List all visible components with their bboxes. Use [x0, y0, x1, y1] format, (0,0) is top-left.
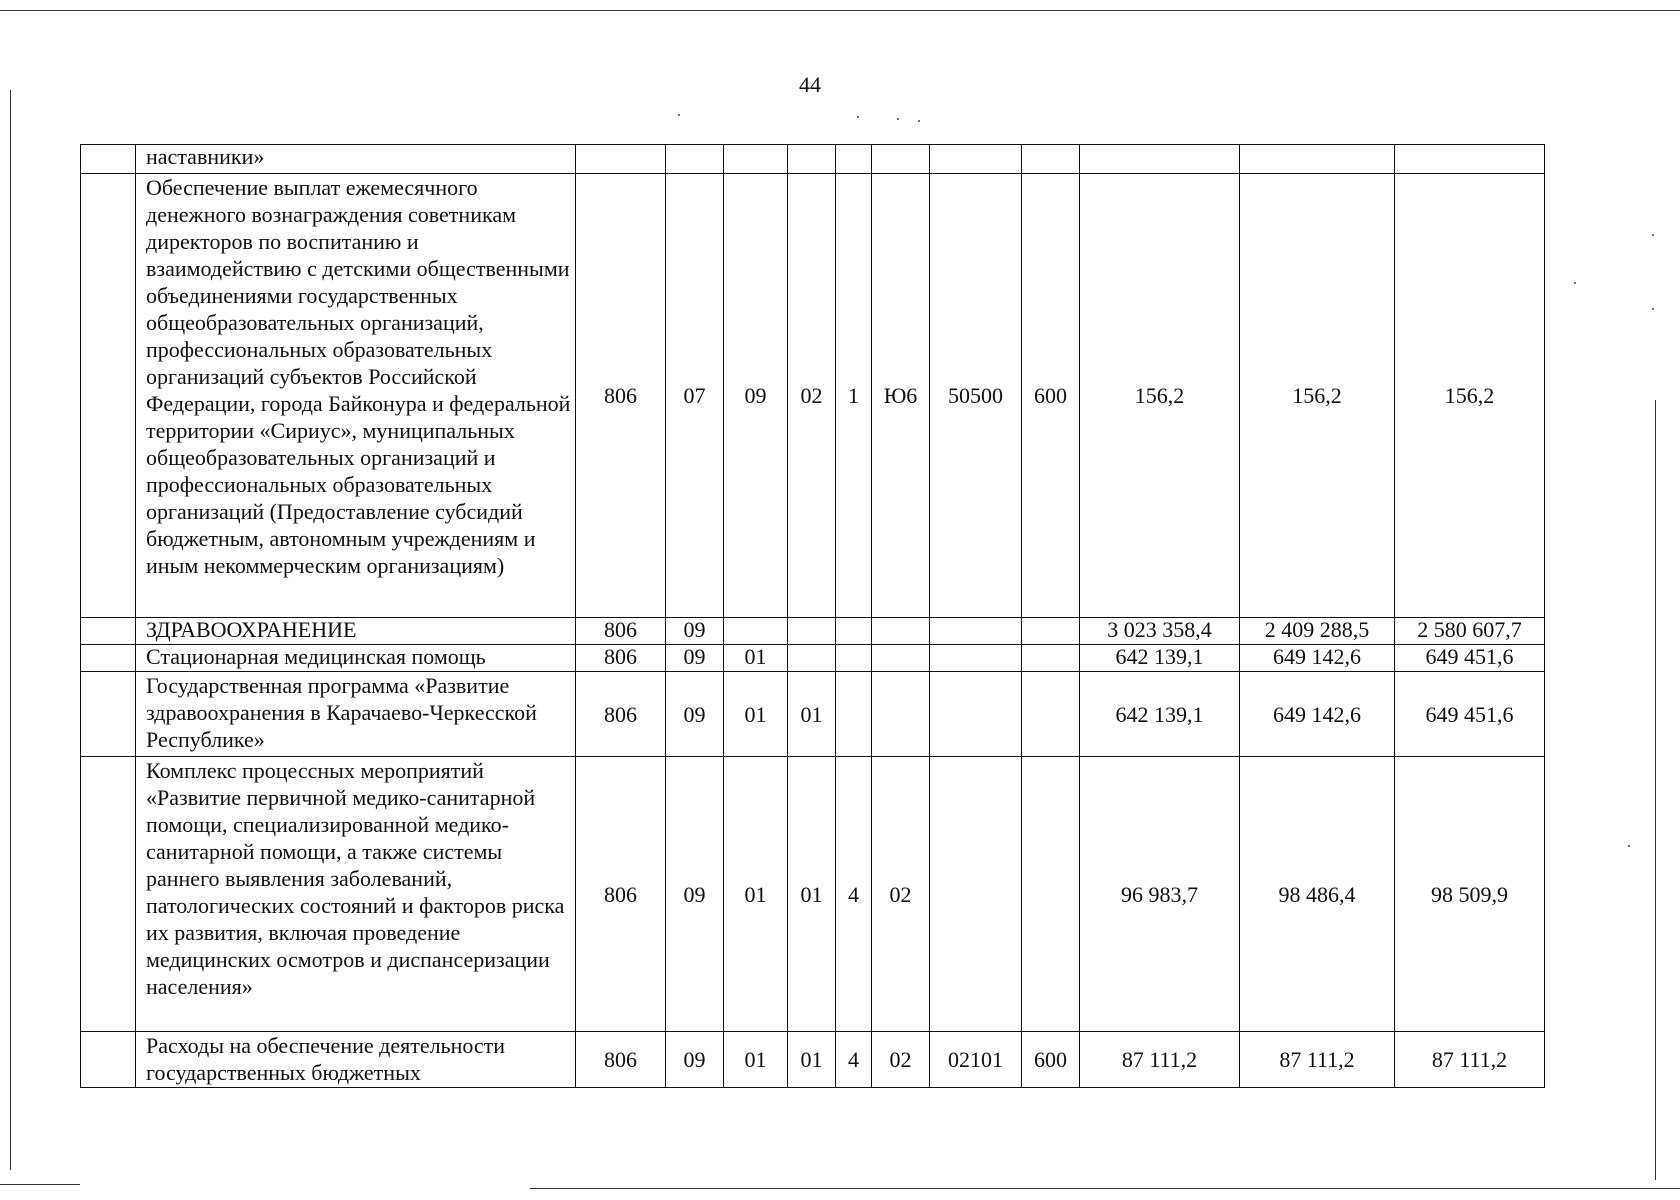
- code-subsection: [724, 145, 788, 174]
- code-ministry: 806: [576, 645, 666, 672]
- code-ministry: 806: [576, 1032, 666, 1088]
- code-structural: Ю6: [872, 174, 930, 618]
- amount-year-3: 649 451,6: [1395, 645, 1545, 672]
- code-direction: [930, 672, 1022, 757]
- code-program: [788, 145, 836, 174]
- row-marker-cell: [81, 174, 136, 618]
- row-name: Стационарная медицинская помощь: [136, 645, 576, 672]
- code-section: 09: [666, 645, 724, 672]
- row-name: Государственная программа «Развитие здравоохранения в Карачаево-Черкесской Республике»: [136, 672, 576, 757]
- row-marker-cell: [81, 145, 136, 174]
- code-structural: [872, 645, 930, 672]
- code-subsection: [724, 618, 788, 645]
- row-name: наставники»: [136, 145, 576, 174]
- code-structural: 02: [872, 1032, 930, 1088]
- scan-speck: [918, 120, 920, 122]
- code-structural: 02: [872, 757, 930, 1032]
- scan-speck: [678, 114, 680, 116]
- code-ministry: 806: [576, 757, 666, 1032]
- code-expense-type: [1022, 672, 1080, 757]
- code-expense-type: [1022, 145, 1080, 174]
- code-program: 01: [788, 672, 836, 757]
- code-subsection: 01: [724, 645, 788, 672]
- amount-year-1: [1080, 145, 1240, 174]
- row-marker-cell: [81, 672, 136, 757]
- code-section: 07: [666, 174, 724, 618]
- code-program: 01: [788, 757, 836, 1032]
- code-section: 09: [666, 1032, 724, 1088]
- scan-edge-bottom: [0, 1184, 80, 1185]
- amount-year-1: 642 139,1: [1080, 645, 1240, 672]
- amount-year-3: [1395, 145, 1545, 174]
- amount-year-3: 87 111,2: [1395, 1032, 1545, 1088]
- code-direction: 50500: [930, 174, 1022, 618]
- table-row: [81, 618, 1545, 645]
- code-ministry: 806: [576, 672, 666, 757]
- code-direction: [930, 757, 1022, 1032]
- code-ministry: [576, 145, 666, 174]
- code-direction: [930, 145, 1022, 174]
- code-section: 09: [666, 618, 724, 645]
- code-subsection: 01: [724, 1032, 788, 1088]
- row-marker-cell: [81, 618, 136, 645]
- amount-year-1: 642 139,1: [1080, 672, 1240, 757]
- scan-edge-left: [10, 90, 11, 1170]
- code-program: [788, 618, 836, 645]
- row-marker-cell: [81, 1032, 136, 1088]
- code-expense-type: [1022, 757, 1080, 1032]
- code-ministry: 806: [576, 618, 666, 645]
- scan-edge-right: [1655, 400, 1656, 1180]
- page-number: 44: [799, 72, 821, 97]
- table-row: [81, 645, 1545, 672]
- amount-year-2: 98 486,4: [1240, 757, 1395, 1032]
- row-name: Расходы на обеспечение деятельности государственных бюджетных: [136, 1032, 576, 1088]
- amount-year-3: 2 580 607,7: [1395, 618, 1545, 645]
- table-row: [81, 672, 1545, 757]
- code-type: 1: [836, 174, 872, 618]
- scan-speck: [897, 118, 899, 120]
- scan-edge-bottom-right: [530, 1188, 1680, 1189]
- code-type: 4: [836, 1032, 872, 1088]
- amount-year-2: 87 111,2: [1240, 1032, 1395, 1088]
- budget-table: [80, 144, 1545, 1088]
- code-subsection: 01: [724, 757, 788, 1032]
- scan-speck: [1574, 282, 1576, 284]
- code-structural: [872, 618, 930, 645]
- code-type: 4: [836, 757, 872, 1032]
- code-type: [836, 618, 872, 645]
- amount-year-3: 156,2: [1395, 174, 1545, 618]
- table-row: [81, 757, 1545, 1032]
- amount-year-2: 649 142,6: [1240, 672, 1395, 757]
- row-marker-cell: [81, 757, 136, 1032]
- code-expense-type: [1022, 645, 1080, 672]
- code-type: [836, 145, 872, 174]
- code-type: [836, 645, 872, 672]
- code-program: [788, 645, 836, 672]
- table-row: [81, 174, 1545, 618]
- code-section: 09: [666, 757, 724, 1032]
- row-name: Обеспечение выплат ежемесячного денежного вознаграждения советникам директоров по воспитанию и взаимодействию с детскими общественными объединениями государственных общеобразовательных организаций, профессиональных образовательных организаций субъектов Российской Федерации, города Байконура и федеральной территории «Сириус», муниципальных общеобразовательных организаций и профессиональных образовательных организаций (Предоставление субсидий бюджетным, автономным учреждениям и иным некоммерческим организациям): [136, 174, 576, 618]
- amount-year-1: 3 023 358,4: [1080, 618, 1240, 645]
- scan-speck: [1652, 234, 1654, 236]
- scan-speck: [1652, 308, 1654, 310]
- amount-year-1: 87 111,2: [1080, 1032, 1240, 1088]
- code-program: 02: [788, 174, 836, 618]
- scan-speck: [857, 116, 859, 118]
- code-expense-type: 600: [1022, 1032, 1080, 1088]
- code-structural: [872, 672, 930, 757]
- code-program: 01: [788, 1032, 836, 1088]
- amount-year-1: 96 983,7: [1080, 757, 1240, 1032]
- code-expense-type: 600: [1022, 174, 1080, 618]
- table-row: [81, 1032, 1545, 1088]
- amount-year-3: 649 451,6: [1395, 672, 1545, 757]
- code-section: 09: [666, 672, 724, 757]
- code-ministry: 806: [576, 174, 666, 618]
- amount-year-2: 156,2: [1240, 174, 1395, 618]
- code-subsection: 01: [724, 672, 788, 757]
- table-row: [81, 145, 1545, 174]
- row-name: Комплекс процессных мероприятий «Развитие первичной медико-санитарной помощи, специализированной медико-санитарной помощи, а также системы раннего выявления заболеваний, патологических состояний и факторов риска их развития, включая проведение медицинских осмотров и диспансеризации населения»: [136, 757, 576, 1032]
- amount-year-3: 98 509,9: [1395, 757, 1545, 1032]
- code-section: [666, 145, 724, 174]
- code-direction: [930, 618, 1022, 645]
- amount-year-2: 649 142,6: [1240, 645, 1395, 672]
- code-expense-type: [1022, 618, 1080, 645]
- code-type: [836, 672, 872, 757]
- code-structural: [872, 145, 930, 174]
- amount-year-2: 2 409 288,5: [1240, 618, 1395, 645]
- code-direction: [930, 645, 1022, 672]
- code-direction: 02101: [930, 1032, 1022, 1088]
- scan-edge-top: [0, 10, 1680, 11]
- amount-year-1: 156,2: [1080, 174, 1240, 618]
- scan-speck: [1628, 845, 1630, 847]
- row-name: ЗДРАВООХРАНЕНИЕ: [136, 618, 576, 645]
- amount-year-2: [1240, 145, 1395, 174]
- row-marker-cell: [81, 645, 136, 672]
- code-subsection: 09: [724, 174, 788, 618]
